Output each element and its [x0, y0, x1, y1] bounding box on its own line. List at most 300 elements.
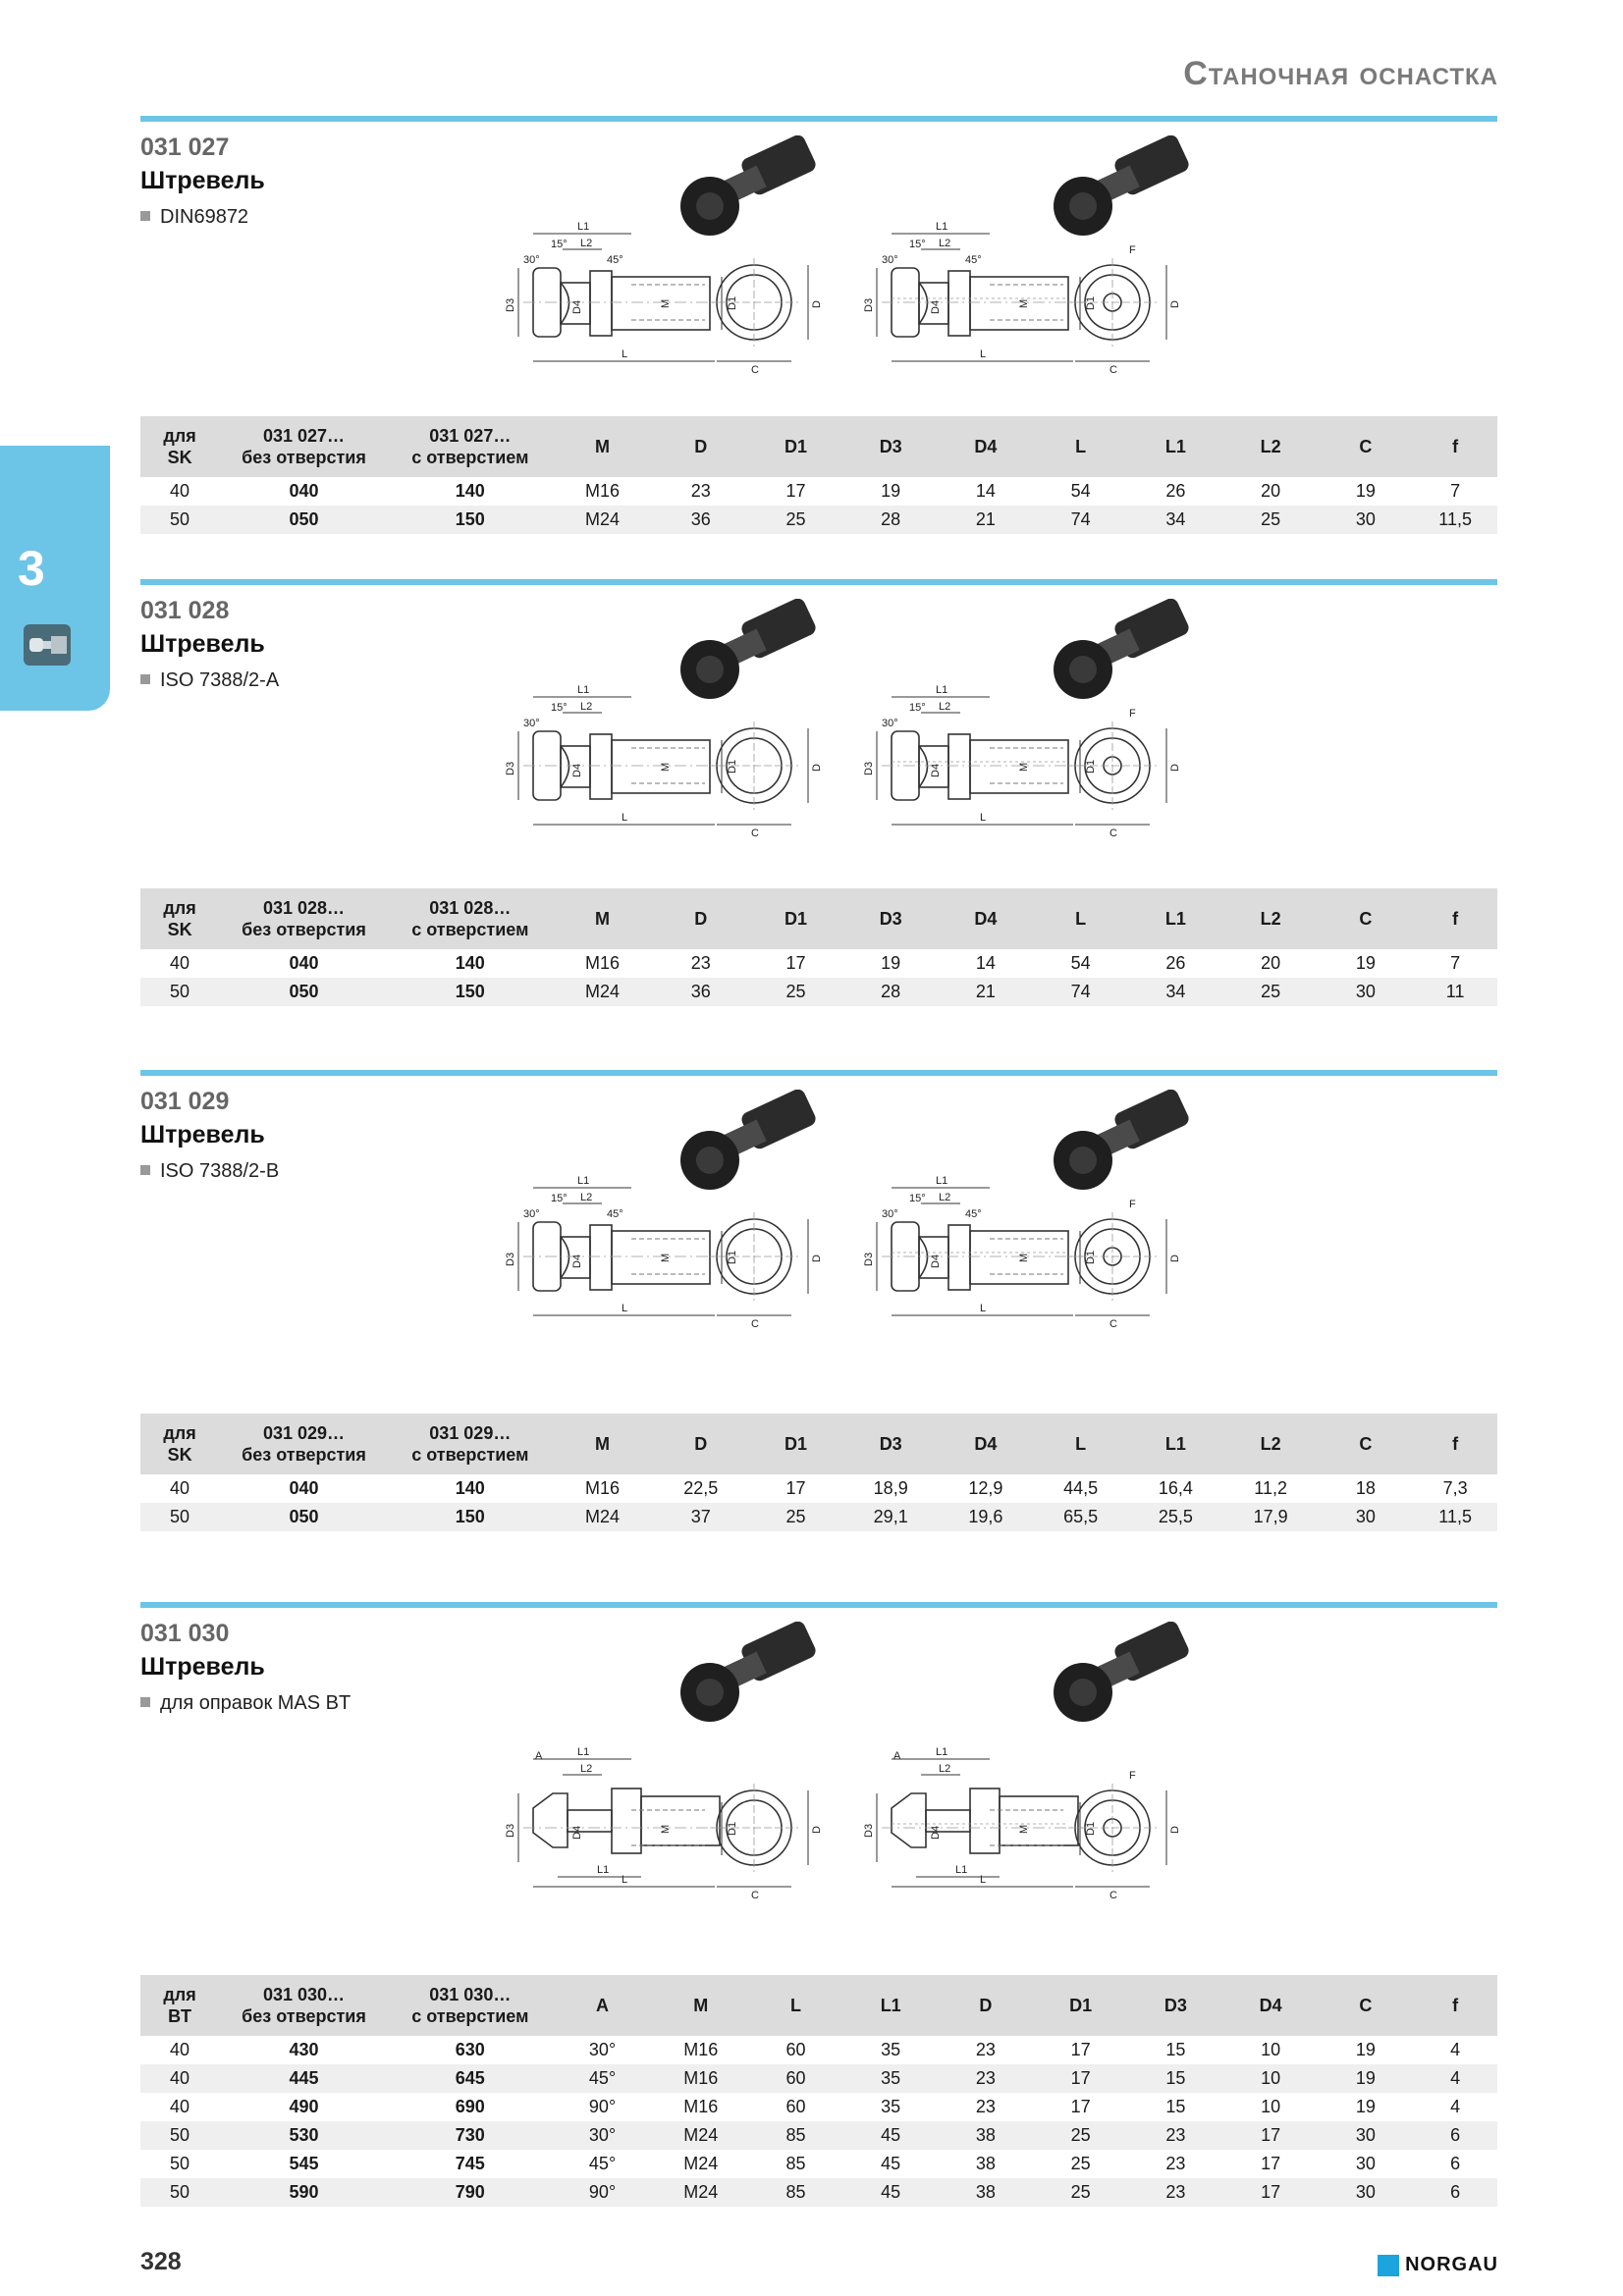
- technical-drawings: [494, 599, 1497, 874]
- table-cell: 140: [455, 481, 485, 501]
- table-cell: 150: [389, 506, 552, 534]
- dimension-label: D1: [1085, 759, 1097, 774]
- table-row: [140, 949, 1497, 978]
- table-cell: 50: [140, 978, 219, 1006]
- dimension-label: L: [622, 1874, 628, 1886]
- dimension-label: M: [1018, 762, 1030, 772]
- page-number: 328: [140, 2248, 182, 2275]
- table-cell: 630: [455, 2040, 485, 2059]
- dimension-label: L1: [577, 1175, 590, 1187]
- table-cell: 11,2: [1254, 1478, 1287, 1498]
- table-cell: 26: [1165, 481, 1186, 501]
- dimension-label: D: [1169, 764, 1181, 772]
- column-header: 031 029… без отверстия: [219, 1414, 389, 1474]
- table-cell: 21: [939, 978, 1034, 1006]
- dimension-label: D: [811, 1826, 823, 1834]
- column-header: для BT: [140, 1975, 219, 2036]
- dimension-label: D1: [1085, 1250, 1097, 1264]
- table-cell: 150: [389, 1503, 552, 1531]
- table-cell: 25: [1033, 2178, 1128, 2207]
- table-cell: M16: [653, 2064, 748, 2093]
- column-header: D3: [843, 888, 939, 949]
- column-header: f: [1413, 416, 1497, 477]
- table-cell: 19: [1319, 2064, 1414, 2093]
- dimension-label: L: [622, 348, 628, 360]
- dimension-label: 30°: [882, 254, 898, 266]
- dimension-label: L2: [939, 238, 951, 249]
- column-header: D4: [939, 888, 1034, 949]
- column-header: C: [1319, 888, 1414, 949]
- table-cell: 40: [170, 953, 190, 973]
- column-header: L1: [843, 1975, 939, 2036]
- dimension-label: D1: [1085, 295, 1097, 310]
- table-row: [140, 2036, 1497, 2064]
- technical-drawings: [494, 1090, 1497, 1364]
- table-cell: 445: [219, 2064, 389, 2093]
- dimension-label: L: [622, 812, 628, 824]
- table-cell: 65,5: [1033, 1503, 1128, 1531]
- table-cell: 45°: [552, 2064, 654, 2093]
- dimension-label: D3: [505, 1252, 516, 1266]
- column-header: D: [653, 888, 748, 949]
- product-photo-with-hole: [1054, 1622, 1191, 1722]
- table-cell: 45: [881, 2154, 901, 2173]
- table-cell: 50: [140, 1503, 219, 1531]
- dimension-label: D1: [727, 295, 738, 310]
- table-header-row: [140, 1975, 1497, 2036]
- table-cell: 28: [843, 978, 939, 1006]
- table-row: [140, 506, 1497, 534]
- table-cell: M16: [585, 1478, 621, 1498]
- dimension-label: A: [535, 1750, 543, 1762]
- column-header: f: [1413, 1975, 1497, 2036]
- table-cell: 11: [1413, 978, 1497, 1006]
- table-cell: 40: [170, 1478, 190, 1498]
- table-cell: 11,5: [1413, 1503, 1497, 1531]
- technical-drawings: [494, 1622, 1497, 1901]
- column-header: M: [552, 1414, 654, 1474]
- table-cell: 85: [785, 2154, 806, 2173]
- table-cell: 44,5: [1063, 1478, 1099, 1498]
- column-header: D4: [939, 416, 1034, 477]
- table-cell: 16,4: [1158, 1478, 1193, 1498]
- table-cell: 26: [1165, 953, 1186, 973]
- column-header: D1: [1033, 1975, 1128, 2036]
- dimension-label: D4: [571, 1254, 583, 1268]
- dimension-label: D3: [505, 1823, 516, 1838]
- table-cell: 17,9: [1223, 1503, 1319, 1531]
- dimension-label: D: [811, 764, 823, 772]
- column-header: D1: [748, 1414, 843, 1474]
- table-row: [140, 2150, 1497, 2178]
- end-view-drawing: [710, 258, 823, 376]
- dimension-label: D3: [863, 1823, 875, 1838]
- table-cell: M16: [585, 953, 621, 973]
- table-cell: 140: [455, 1478, 485, 1498]
- product-name: Штревель: [140, 167, 265, 194]
- table-cell: 90°: [552, 2178, 654, 2207]
- section-divider: [140, 1602, 1497, 1608]
- table-cell: M24: [653, 2178, 748, 2207]
- column-header: 031 027… без отверстия: [219, 416, 389, 477]
- table-cell: 25,5: [1128, 1503, 1223, 1531]
- product-code: 031 030: [140, 1620, 230, 1647]
- table-cell: M24: [552, 1503, 654, 1531]
- dimension-label: 30°: [523, 254, 540, 266]
- dimension-label: D1: [1085, 1821, 1097, 1836]
- table-cell: 25: [1033, 2121, 1128, 2150]
- table-cell: 36: [653, 506, 748, 534]
- dimension-label: L1: [597, 1864, 610, 1876]
- table-cell: 50: [170, 2154, 190, 2173]
- dimension-label: C: [1109, 364, 1117, 376]
- column-header: C: [1319, 1975, 1414, 2036]
- table-cell: 30: [1319, 978, 1414, 1006]
- dimension-label: F: [1129, 708, 1136, 720]
- column-header: 031 030… с отверстием: [389, 1975, 552, 2036]
- column-header: A: [552, 1975, 654, 2036]
- table-row: [140, 978, 1497, 1006]
- product-code: 031 027: [140, 133, 230, 161]
- product-standard: ISO 7388/2-A: [140, 669, 279, 692]
- spec-table: [140, 1414, 1497, 1531]
- dimension-label: 30°: [882, 718, 898, 729]
- table-cell: 6: [1413, 2178, 1497, 2207]
- table-cell: 35: [843, 2064, 939, 2093]
- table-cell: 645: [389, 2064, 552, 2093]
- dimension-label: L2: [580, 701, 593, 713]
- table-cell: 25: [1223, 506, 1319, 534]
- brand-name: NORGAU: [1405, 2254, 1498, 2275]
- table-cell: 30: [1319, 2121, 1414, 2150]
- table-cell: 74: [1033, 978, 1128, 1006]
- header-divider: [140, 116, 1497, 122]
- column-header: L: [1033, 888, 1128, 949]
- dimension-label: L2: [939, 701, 951, 713]
- column-header: D: [939, 1975, 1034, 2036]
- table-cell: 38: [939, 2178, 1034, 2207]
- dimension-label: 15°: [551, 702, 568, 714]
- dimension-label: L2: [939, 1763, 951, 1775]
- table-cell: 6: [1450, 2154, 1461, 2173]
- column-header: 031 029… с отверстием: [389, 1414, 552, 1474]
- table-cell: 19: [1355, 953, 1376, 973]
- table-cell: 050: [219, 1503, 389, 1531]
- column-header: f: [1413, 1414, 1497, 1474]
- table-cell: 12,9: [968, 1478, 1003, 1498]
- table-cell: 54: [1070, 481, 1091, 501]
- dimension-label: 45°: [965, 1208, 982, 1220]
- side-view-drawing: [505, 684, 738, 825]
- dimension-label: 45°: [965, 254, 982, 266]
- dimension-label: D4: [930, 763, 942, 777]
- dimension-label: M: [660, 298, 672, 308]
- dimension-label: M: [1018, 1824, 1030, 1834]
- dimension-label: L1: [577, 684, 590, 696]
- technical-drawings: [494, 135, 1497, 410]
- dimension-label: L: [980, 812, 987, 824]
- dimension-label: 15°: [551, 239, 568, 250]
- table-cell: 40: [170, 481, 190, 501]
- table-row: [140, 2064, 1497, 2093]
- side-view-drawing: [505, 221, 738, 361]
- chapter-tab[interactable]: [0, 446, 110, 711]
- column-header: 031 027… с отверстием: [389, 416, 552, 477]
- column-header: D3: [1128, 1975, 1223, 2036]
- table-cell: 19,6: [939, 1503, 1034, 1531]
- column-header: для SK: [140, 416, 219, 477]
- dimension-label: D4: [571, 763, 583, 777]
- dimension-label: 30°: [523, 718, 540, 729]
- table-header-row: [140, 1414, 1497, 1474]
- dimension-label: M: [1018, 298, 1030, 308]
- dimension-label: L1: [936, 684, 948, 696]
- table-cell: 17: [1223, 2178, 1319, 2207]
- dimension-label: D4: [930, 1825, 942, 1840]
- table-cell: 85: [748, 2178, 843, 2207]
- column-header: 031 030… без отверстия: [219, 1975, 389, 2036]
- table-cell: 25: [1070, 2154, 1091, 2173]
- product-standard: ISO 7388/2-B: [140, 1160, 279, 1183]
- table-cell: 19: [881, 953, 901, 973]
- table-cell: 25: [748, 1503, 843, 1531]
- table-cell: 54: [1070, 953, 1091, 973]
- product-photo-with-hole: [1054, 599, 1191, 699]
- dimension-label: L: [622, 1303, 628, 1314]
- dimension-label: A: [893, 1750, 901, 1762]
- dimension-label: L1: [936, 221, 948, 233]
- table-cell: 17: [785, 953, 806, 973]
- table-header-row: [140, 416, 1497, 477]
- table-cell: 10: [1261, 2040, 1281, 2059]
- table-cell: 25: [748, 978, 843, 1006]
- product-code: 031 029: [140, 1088, 230, 1115]
- spec-table: [140, 416, 1497, 534]
- table-cell: 15: [1165, 2097, 1186, 2116]
- side-view-drawing: [505, 1746, 738, 1887]
- table-cell: 23: [939, 2064, 1034, 2093]
- product-standard: DIN69872: [140, 206, 248, 229]
- table-cell: 730: [389, 2121, 552, 2150]
- table-cell: 590: [219, 2178, 389, 2207]
- table-cell: 30: [1319, 506, 1414, 534]
- product-photo-with-hole: [1054, 135, 1191, 236]
- column-header: L: [1033, 1414, 1128, 1474]
- table-row: [140, 2121, 1497, 2150]
- product-photo: [680, 135, 818, 236]
- column-header: для SK: [140, 1414, 219, 1474]
- table-cell: 30°: [588, 2040, 617, 2059]
- dimension-label: M: [1018, 1253, 1030, 1262]
- table-cell: 35: [881, 2040, 901, 2059]
- table-cell: 28: [843, 506, 939, 534]
- column-header: L2: [1223, 416, 1319, 477]
- table-cell: 74: [1033, 506, 1128, 534]
- column-header: D1: [748, 888, 843, 949]
- table-row: [140, 1474, 1497, 1503]
- column-header: L2: [1223, 888, 1319, 949]
- table-cell: 34: [1128, 978, 1223, 1006]
- product-photo: [680, 1090, 818, 1190]
- table-cell: M24: [552, 978, 654, 1006]
- column-header: L1: [1128, 888, 1223, 949]
- end-view-drawing: [710, 1784, 823, 1901]
- table-cell: 745: [455, 2154, 485, 2173]
- table-cell: 36: [653, 978, 748, 1006]
- table-cell: 19: [1355, 2097, 1376, 2116]
- table-cell: 4: [1450, 2040, 1461, 2059]
- dimension-label: D3: [863, 761, 875, 775]
- dimension-label: C: [751, 364, 759, 376]
- table-cell: 17: [1223, 2121, 1319, 2150]
- table-cell: 18,9: [873, 1478, 908, 1498]
- table-cell: 23: [690, 481, 711, 501]
- dimension-label: L1: [577, 1746, 590, 1758]
- table-cell: 17: [1261, 2154, 1281, 2173]
- dimension-label: F: [1129, 244, 1136, 256]
- table-cell: 60: [785, 2040, 806, 2059]
- table-cell: 150: [389, 978, 552, 1006]
- table-cell: 20: [1261, 953, 1281, 973]
- column-header: 031 028… без отверстия: [219, 888, 389, 949]
- table-cell: 18: [1355, 1478, 1376, 1498]
- page-title: Станочная оснастка: [1183, 55, 1498, 92]
- table-cell: 15: [1165, 2040, 1186, 2059]
- dimension-label: 15°: [551, 1193, 568, 1204]
- column-header: C: [1319, 416, 1414, 477]
- table-cell: 10: [1223, 2064, 1319, 2093]
- table-cell: 040: [289, 1478, 319, 1498]
- side-view-drawing: [863, 1175, 1097, 1315]
- dimension-label: C: [1109, 1890, 1117, 1901]
- table-cell: 30: [1319, 1503, 1414, 1531]
- table-cell: 790: [389, 2178, 552, 2207]
- table-cell: 17: [785, 481, 806, 501]
- side-view-drawing: [863, 221, 1097, 361]
- table-cell: 19: [881, 481, 901, 501]
- table-cell: 40: [140, 2064, 219, 2093]
- dimension-label: L1: [955, 1864, 968, 1876]
- table-cell: 23: [975, 2097, 996, 2116]
- table-cell: 34: [1128, 506, 1223, 534]
- spec-table: [140, 888, 1497, 1006]
- dimension-label: D4: [930, 299, 942, 314]
- column-header: D3: [843, 416, 939, 477]
- table-cell: 17: [785, 1478, 806, 1498]
- table-cell: 15: [1128, 2064, 1223, 2093]
- table-cell: 38: [939, 2121, 1034, 2150]
- side-view-drawing: [863, 1746, 1097, 1887]
- table-cell: 45: [843, 2121, 939, 2150]
- column-header: M: [552, 416, 654, 477]
- dimension-label: D3: [505, 761, 516, 775]
- dimension-label: D4: [571, 299, 583, 314]
- dimension-label: D3: [863, 1252, 875, 1266]
- table-cell: 6: [1413, 2121, 1497, 2150]
- column-header: L1: [1128, 1414, 1223, 1474]
- table-cell: 050: [219, 506, 389, 534]
- table-cell: 690: [455, 2097, 485, 2116]
- table-cell: 23: [1128, 2178, 1223, 2207]
- dimension-label: L2: [580, 1763, 593, 1775]
- product-photo: [680, 1622, 818, 1722]
- product-code: 031 028: [140, 597, 230, 624]
- column-header: L: [748, 1975, 843, 2036]
- dimension-label: D: [1169, 1826, 1181, 1834]
- table-cell: 23: [975, 2040, 996, 2059]
- dimension-label: L1: [936, 1175, 948, 1187]
- table-cell: 30: [1319, 2178, 1414, 2207]
- table-cell: 50: [140, 2121, 219, 2150]
- column-header: L: [1033, 416, 1128, 477]
- brand-square-icon: [1378, 2255, 1399, 2276]
- table-cell: 040: [289, 481, 319, 501]
- column-header: D4: [939, 1414, 1034, 1474]
- dimension-label: 45°: [607, 254, 623, 266]
- column-header: M: [552, 888, 654, 949]
- dimension-label: 30°: [882, 1208, 898, 1220]
- table-cell: 50: [140, 506, 219, 534]
- table-cell: 7: [1450, 953, 1461, 973]
- brand-logo: [1378, 2254, 1498, 2276]
- dimension-label: 15°: [909, 702, 926, 714]
- dimension-label: 15°: [909, 239, 926, 250]
- dimension-label: D4: [571, 1825, 583, 1840]
- section-divider: [140, 579, 1497, 585]
- table-cell: 4: [1450, 2097, 1461, 2116]
- table-cell: 29,1: [843, 1503, 939, 1531]
- dimension-label: D3: [863, 297, 875, 312]
- table-cell: 430: [289, 2040, 319, 2059]
- table-cell: M16: [683, 2097, 719, 2116]
- table-cell: 21: [939, 506, 1034, 534]
- dimension-label: C: [751, 1318, 759, 1330]
- table-cell: 7,3: [1442, 1478, 1468, 1498]
- table-cell: 23: [1128, 2121, 1223, 2150]
- table-cell: 35: [881, 2097, 901, 2116]
- section-divider: [140, 1070, 1497, 1076]
- dimension-label: 30°: [523, 1208, 540, 1220]
- table-cell: 530: [219, 2121, 389, 2150]
- dimension-label: D3: [505, 297, 516, 312]
- table-cell: 60: [748, 2064, 843, 2093]
- column-header: для SK: [140, 888, 219, 949]
- table-cell: 23: [1165, 2154, 1186, 2173]
- dimension-label: L2: [580, 238, 593, 249]
- dimension-label: C: [751, 1890, 759, 1901]
- column-header: f: [1413, 888, 1497, 949]
- product-photo: [680, 599, 818, 699]
- dimension-label: M: [660, 1253, 672, 1262]
- dimension-label: M: [660, 1824, 672, 1834]
- table-cell: 20: [1261, 481, 1281, 501]
- side-view-drawing: [505, 1175, 738, 1315]
- dimension-label: C: [751, 828, 759, 839]
- table-cell: 85: [748, 2121, 843, 2150]
- table-cell: 60: [785, 2097, 806, 2116]
- table-cell: 23: [690, 953, 711, 973]
- dimension-label: 45°: [607, 1208, 623, 1220]
- table-cell: 490: [289, 2097, 319, 2116]
- dimension-label: M: [660, 762, 672, 772]
- table-row: [140, 477, 1497, 506]
- column-header: L2: [1223, 1414, 1319, 1474]
- end-view-drawing: [710, 721, 823, 839]
- product-standard: для оправок MAS BT: [140, 1692, 351, 1715]
- dimension-label: D1: [727, 1821, 738, 1836]
- table-cell: 10: [1261, 2097, 1281, 2116]
- table-cell: 14: [975, 481, 996, 501]
